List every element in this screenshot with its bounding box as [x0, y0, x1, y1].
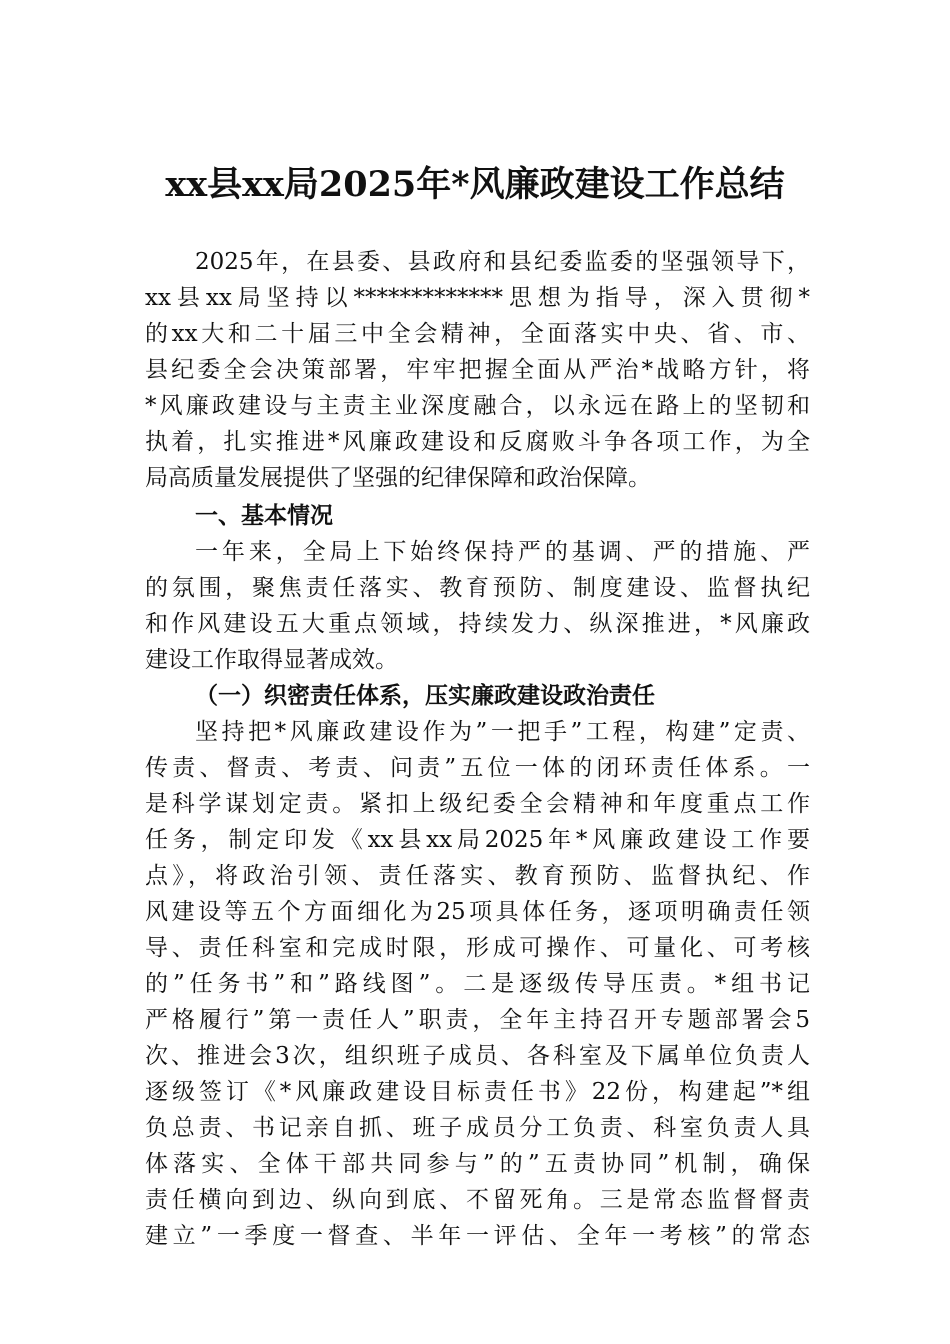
- paragraph-line: 导、责任科室和完成时限，形成可操作、可量化、可考核: [145, 935, 810, 961]
- paragraph-line: 执着，扎实推进*风廉政建设和反腐败斗争各项工作，为全: [145, 429, 810, 455]
- paragraph-line: 点》，将政治引领、责任落实、教育预防、监督执纪、作: [145, 863, 810, 889]
- paragraph-line: 体落实、全体干部共同参与”的”五责协同”机制，确保: [145, 1151, 810, 1177]
- paragraph-line: 风建设等五个方面细化为25项具体任务，逐项明确责任领: [145, 899, 810, 925]
- paragraph-line: 的氛围，聚焦责任落实、教育预防、制度建设、监督执纪: [145, 575, 810, 601]
- paragraph-line: 任务，制定印发《xx县xx局2025年*风廉政建设工作要: [145, 827, 810, 853]
- paragraph-line: 局高质量发展提供了坚强的纪律保障和政治保障。: [145, 465, 651, 491]
- subsection-heading: （一）织密责任体系，压实廉政建设政治责任: [195, 682, 655, 709]
- paragraph-line: 坚持把*风廉政建设作为”一把手”工程，构建”定责、: [195, 719, 810, 745]
- paragraph-line: 一年来，全局上下始终保持严的基调、严的措施、严: [195, 539, 810, 565]
- paragraph-line: 严格履行”第一责任人”职责，全年主持召开专题部署会5: [145, 1007, 810, 1033]
- paragraph-line: 的”任务书”和”路线图”。二是逐级传导压责。*组书记: [145, 971, 810, 997]
- paragraph-line: 和作风建设五大重点领域，持续发力、纵深推进，*风廉政: [145, 611, 810, 637]
- paragraph-line: 责任横向到边、纵向到底、不留死角。三是常态监督督责: [145, 1187, 810, 1213]
- paragraph-line: *风廉政建设与主责主业深度融合，以永远在路上的坚韧和: [145, 393, 810, 419]
- paragraph-line: 次、推进会3次，组织班子成员、各科室及下属单位负责人: [145, 1043, 810, 1069]
- paragraph-line: 传责、督责、考责、问责”五位一体的闭环责任体系。一: [145, 755, 810, 781]
- document-title: xx县xx局2025年*风廉政建设工作总结: [165, 164, 785, 205]
- paragraph-line: 县纪委全会决策部署，牢牢把握全面从严治*战略方针，将: [145, 357, 810, 383]
- section-heading: 一、基本情况: [195, 503, 333, 529]
- paragraph-line: 是科学谋划定责。紧扣上级纪委全会精神和年度重点工作: [145, 791, 810, 817]
- paragraph-line: 逐级签订《*风廉政建设目标责任书》22份，构建起”*组: [145, 1079, 810, 1105]
- paragraph-line: 建立”一季度一督查、半年一评估、全年一考核”的常态: [145, 1223, 810, 1249]
- paragraph-line: 2025年，在县委、县政府和县纪委监委的坚强领导下，: [195, 249, 810, 275]
- paragraph-line: 建设工作取得显著成效。: [145, 647, 398, 673]
- paragraph-line: 的xx大和二十届三中全会精神，全面落实中央、省、市、: [145, 321, 810, 347]
- paragraph-line: 负总责、书记亲自抓、班子成员分工负责、科室负责人具: [145, 1115, 810, 1141]
- paragraph-line: xx县xx局坚持以*************思想为指导，深入贯彻*: [145, 285, 810, 311]
